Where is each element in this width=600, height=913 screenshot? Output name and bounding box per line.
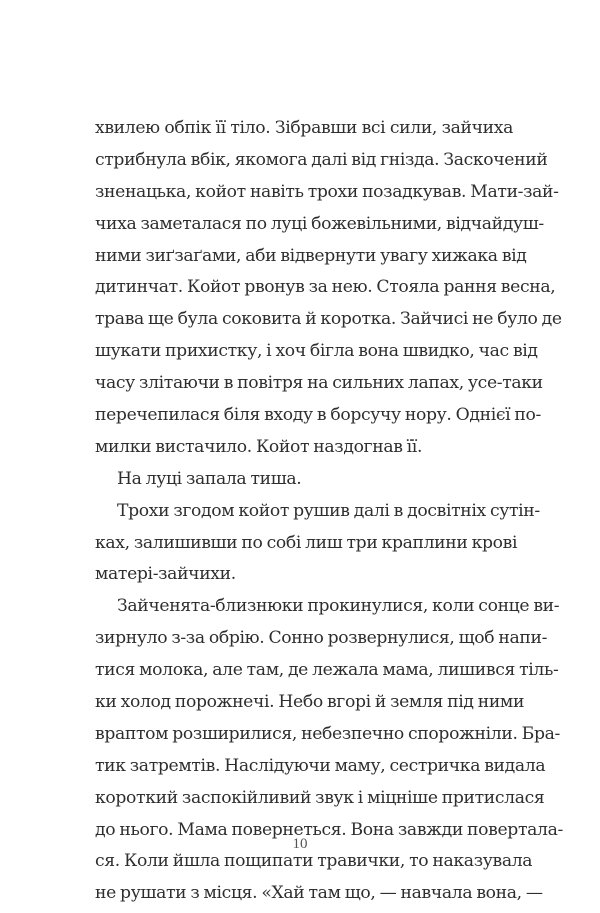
text-line: ках, залишивши по собі лиш три краплини крові bbox=[95, 532, 518, 553]
text-line: трава ще була соковита й коротка. Зайчисі не було де bbox=[95, 309, 562, 330]
book-page-text bbox=[95, 113, 563, 910]
text-line: тик затремтів. Наслідуючи маму, сестричка видала bbox=[95, 755, 546, 776]
text-line: ними зиґзаґами, аби відвернути увагу хижака від bbox=[95, 245, 527, 266]
text-line: зненацька, койот навіть трохи позадкував. Мати-зай- bbox=[95, 181, 559, 202]
text-line: стрибнула вбік, якомога далі від гнізда. Заскочений bbox=[95, 149, 548, 170]
text-line: Зайченята-близнюки прокинулися, коли сонце ви- bbox=[117, 596, 560, 617]
text-line: ся. Коли йшла пощипати травички, то наказувала bbox=[95, 851, 533, 872]
text-line: часу злітаючи в повітря на сильних лапах, усе-таки bbox=[95, 373, 543, 394]
text-line: На луці запала тиша. bbox=[117, 468, 302, 489]
text-line: враптом розширилися, небезпечно спорожніли. Бра- bbox=[95, 723, 560, 744]
text-line: Трохи згодом койот рушив далі в досвітніх сутін- bbox=[117, 500, 540, 521]
text-line: чиха заметалася по луці божевільними, відчайдуш- bbox=[95, 213, 544, 234]
text-line: зирнуло з-за обрію. Сонно розвернулися, щоб напи- bbox=[95, 628, 548, 649]
text-line: тися молока, але там, де лежала мама, лишився тіль- bbox=[95, 660, 559, 681]
text-line: перечепилася біля входу в борсучу нору. Однієї по- bbox=[95, 405, 541, 426]
page-number: 10 bbox=[292, 836, 308, 852]
text-line: до нього. Мама повернеться. Вона завжди поверталa- bbox=[95, 819, 563, 840]
text-line: короткий заспокійливий звук і міцніше притислася bbox=[95, 787, 545, 808]
text-line: ки холод порожнечі. Небо вгорі й земля під ними bbox=[95, 692, 525, 713]
text-line: милки вистачило. Койот наздогнав її. bbox=[95, 436, 423, 457]
text-line: матері-зайчихи. bbox=[95, 564, 236, 585]
text-line: не рушати з місця. «Хай там що, — навчала вона, — bbox=[95, 883, 543, 904]
text-line: хвилею обпік її тіло. Зібравши всі сили, зайчиха bbox=[95, 118, 513, 138]
text-line: дитинчат. Койот рвонув за нею. Стояла рання весна, bbox=[95, 277, 556, 298]
text-line: шукати прихистку, і хоч бігла вона швидко, час від bbox=[95, 341, 538, 362]
